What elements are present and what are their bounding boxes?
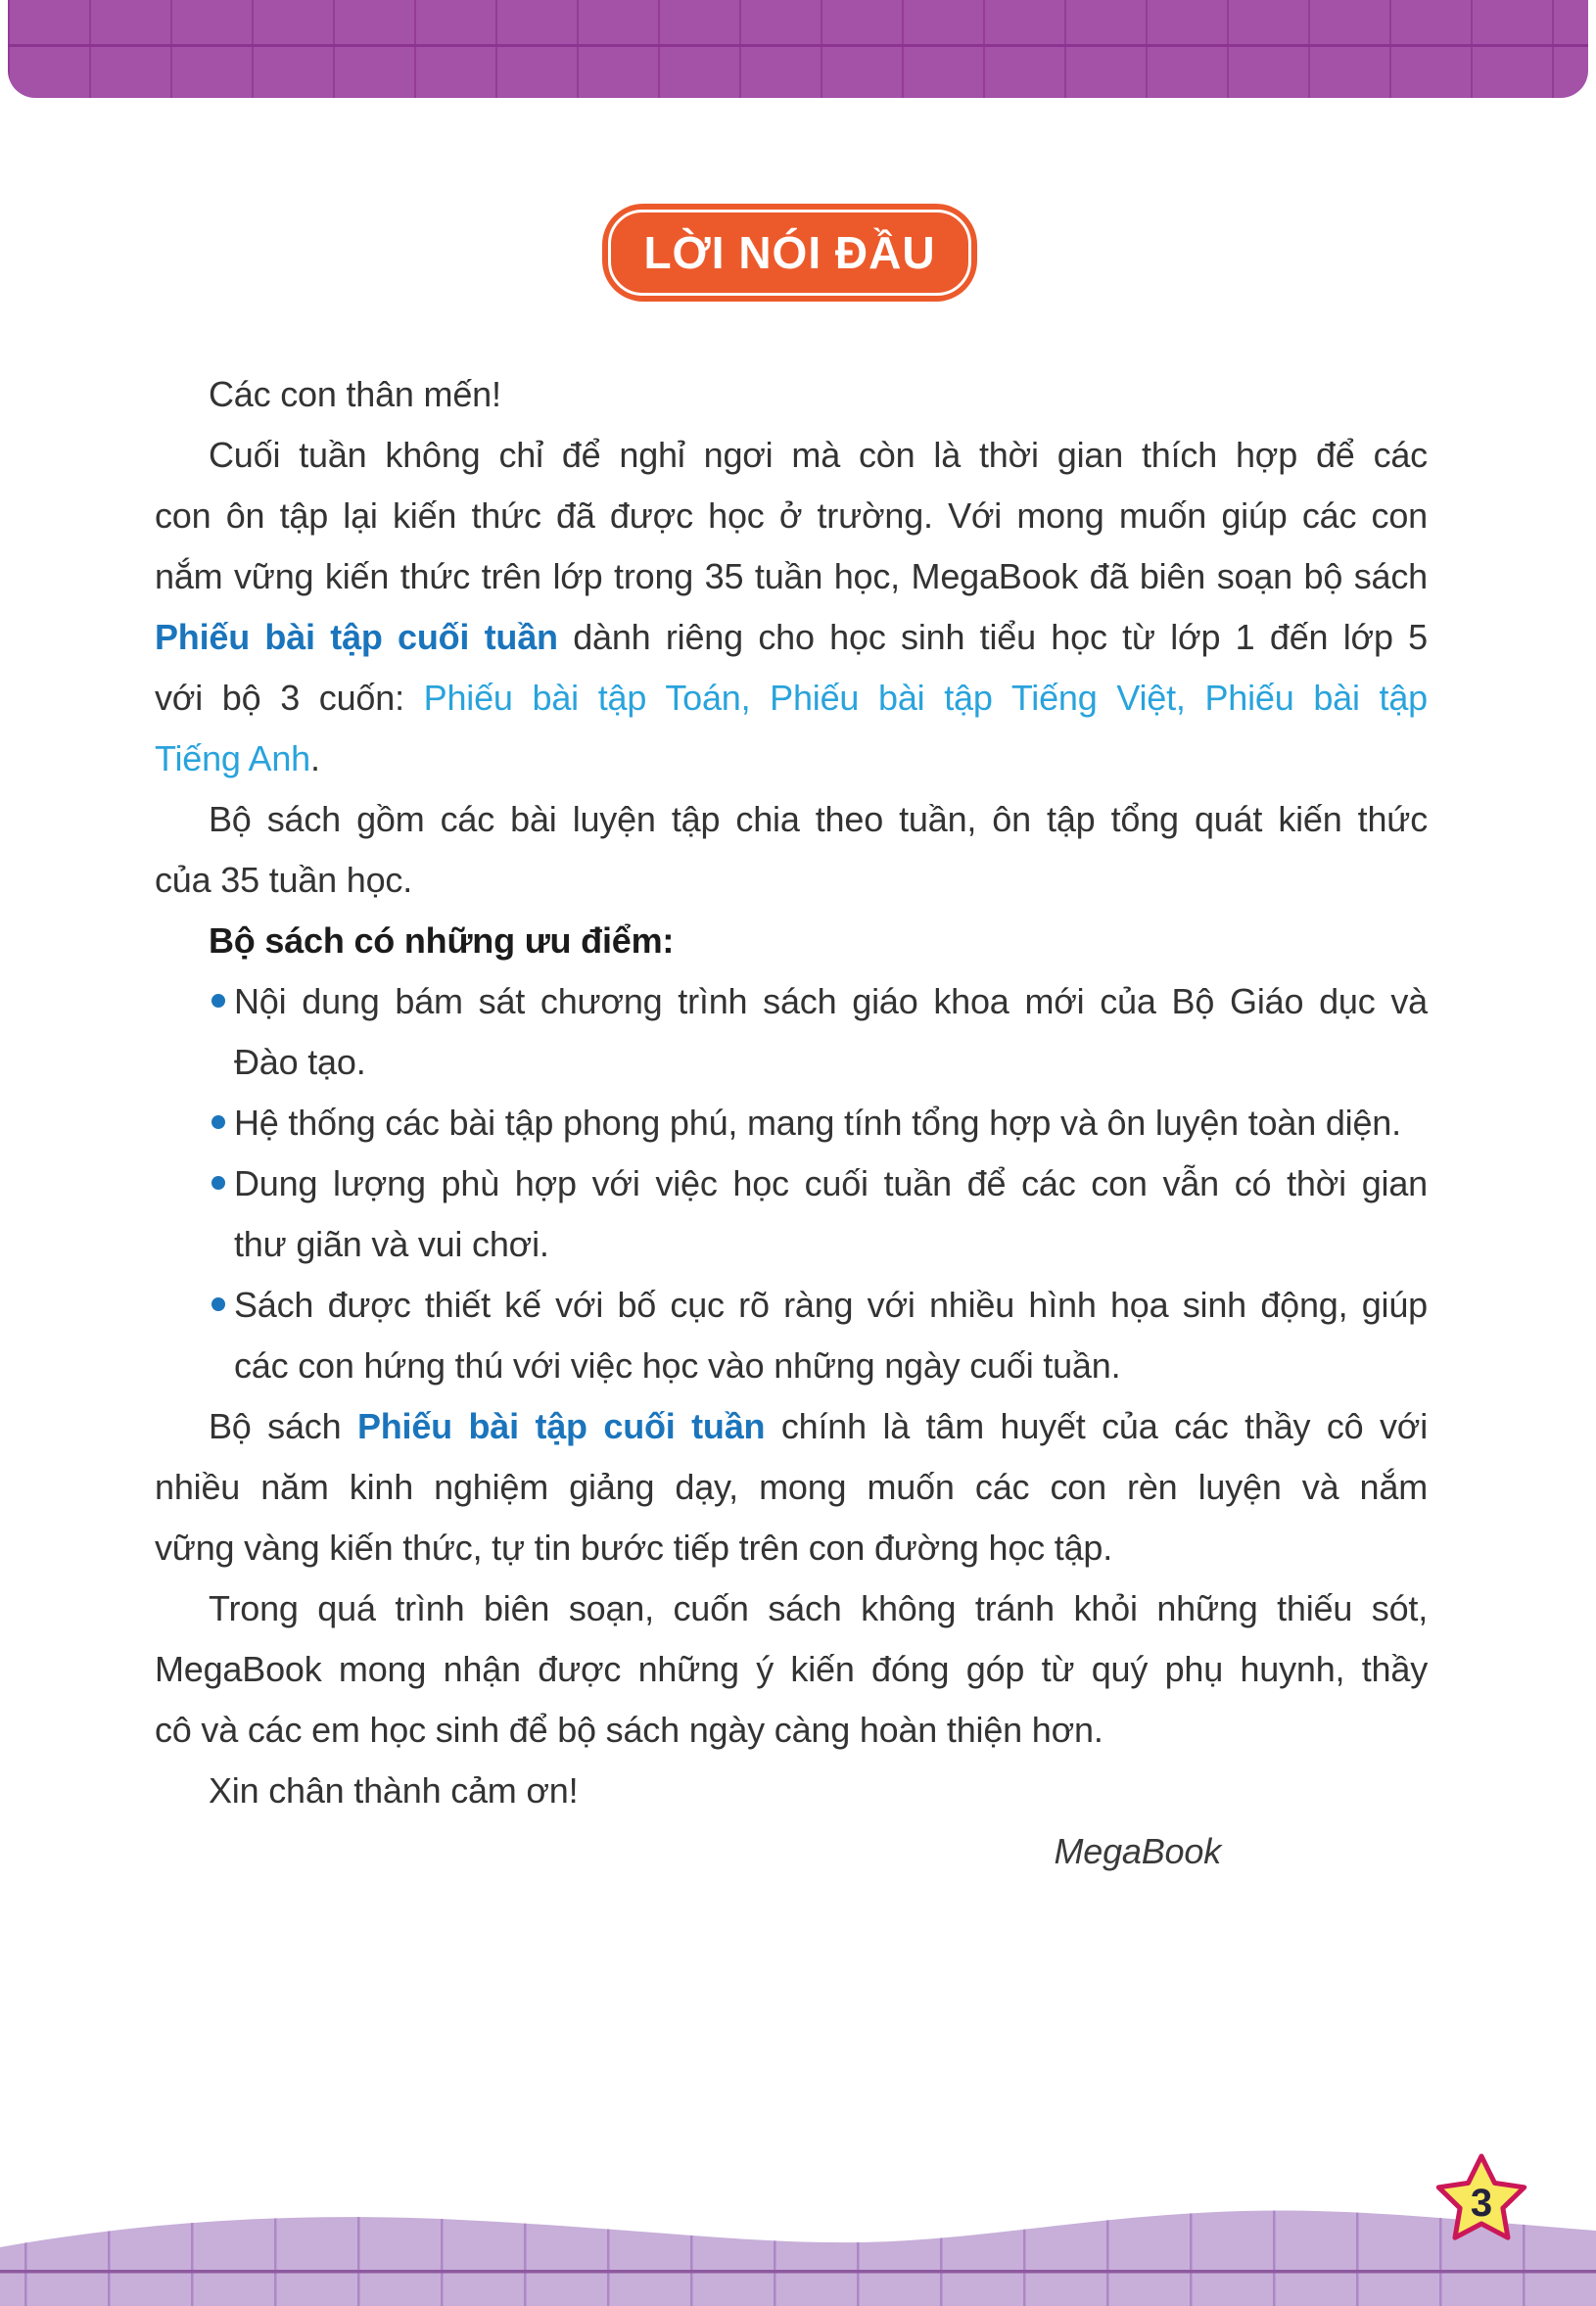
top-banner bbox=[8, 0, 1588, 98]
text-line bbox=[155, 1336, 1428, 1396]
page-number: 3 bbox=[1470, 2182, 1493, 2225]
text-run: Bộ sách gồm các bài luyện tập chia theo tuần, ôn tập tổng quát kiến thức bbox=[209, 799, 1428, 839]
text-line bbox=[155, 1578, 1428, 1639]
text-line bbox=[155, 971, 1428, 1032]
text-run: Phiếu bài tập cuối tuần bbox=[356, 1406, 766, 1446]
text-run: nhiều năm kinh nghiệm giảng dạy, mong muốn các con rèn luyện và nắm bbox=[155, 1467, 1428, 1507]
text-run: với bộ 3 cuốn: bbox=[155, 678, 424, 718]
text-run: Đào tạo. bbox=[234, 1042, 366, 1082]
text-run: Phiếu bài tập cuối tuần bbox=[155, 617, 558, 657]
page-title: LỜI NÓI ĐẦU bbox=[643, 227, 936, 278]
text-run: Nội dung bám sát chương trình sách giáo khoa mới của Bộ Giáo dục và bbox=[234, 981, 1428, 1021]
text-run: Tiếng Anh bbox=[155, 738, 310, 778]
text-run: của 35 tuần học. bbox=[155, 860, 413, 900]
text-line bbox=[155, 1700, 1428, 1761]
text-line bbox=[155, 850, 1428, 911]
bullet-icon bbox=[211, 994, 225, 1008]
text-line bbox=[155, 1639, 1428, 1700]
text-run: Bộ sách bbox=[209, 1406, 357, 1446]
title-badge bbox=[602, 204, 977, 302]
text-run: cô và các em học sinh để bộ sách ngày càng hoàn thiện hơn. bbox=[155, 1710, 1103, 1750]
text-run: chính là tâm huyết của các thầy cô với bbox=[765, 1406, 1429, 1446]
text-line bbox=[155, 1396, 1428, 1457]
text-run: Hệ thống các bài tập phong phú, mang tính tổng hợp và ôn luyện toàn diện. bbox=[234, 1103, 1401, 1143]
text-run: Cuối tuần không chỉ để nghỉ ngơi mà còn là thời gian thích hợp để các bbox=[209, 435, 1428, 475]
text-run: MegaBook mong nhận được những ý kiến đóng góp từ quý phụ huynh, thầy bbox=[155, 1649, 1428, 1689]
bullet-icon bbox=[211, 1297, 225, 1311]
text-run: Xin chân thành cảm ơn! bbox=[209, 1770, 579, 1811]
text-line bbox=[155, 1214, 1428, 1275]
text-run: các con hứng thú với việc học vào những ngày cuối tuần. bbox=[234, 1345, 1121, 1386]
text-line bbox=[155, 668, 1428, 729]
text-line bbox=[155, 1518, 1428, 1578]
text-run: vững vàng kiến thức, tự tin bước tiếp trên con đường học tập. bbox=[155, 1528, 1113, 1568]
text-line bbox=[155, 911, 1428, 971]
text-line bbox=[155, 1821, 1428, 1882]
text-line bbox=[155, 789, 1428, 850]
text-run: con ôn tập lại kiến thức đã được học ở trường. Với mong muốn giúp các con bbox=[155, 495, 1428, 536]
text-line bbox=[155, 1032, 1428, 1093]
body-text bbox=[155, 364, 1428, 1882]
text-line bbox=[155, 1275, 1428, 1336]
bullet-icon bbox=[211, 1115, 225, 1129]
bullet-icon bbox=[211, 1176, 225, 1190]
text-line bbox=[155, 1761, 1428, 1821]
text-run: Sách được thiết kế với bố cục rõ ràng với nhiều hình họa sinh động, giúp bbox=[234, 1285, 1428, 1325]
text-line bbox=[155, 1093, 1428, 1153]
text-run: . bbox=[310, 738, 320, 778]
text-line bbox=[155, 546, 1428, 607]
text-line bbox=[155, 729, 1428, 789]
text-line bbox=[155, 1457, 1428, 1518]
text-line bbox=[155, 607, 1428, 668]
text-run: Các con thân mến! bbox=[209, 374, 501, 414]
text-run: MegaBook bbox=[1054, 1831, 1221, 1871]
text-run: Dung lượng phù hợp với việc học cuối tuần để các con vẫn có thời gian bbox=[234, 1163, 1428, 1203]
text-run: thư giãn và vui chơi. bbox=[234, 1224, 549, 1264]
text-line bbox=[155, 425, 1428, 486]
text-run: Phiếu bài tập Toán, Phiếu bài tập Tiếng Việt, Phiếu bài tập bbox=[423, 678, 1429, 718]
text-run: Trong quá trình biên soạn, cuốn sách không tránh khỏi những thiếu sót, bbox=[209, 1588, 1428, 1628]
bottom-banner bbox=[0, 2076, 1596, 2306]
text-run: dành riêng cho học sinh tiểu học từ lớp 1 đến lớp 5 bbox=[557, 617, 1428, 657]
text-run: nắm vững kiến thức trên lớp trong 35 tuần học, MegaBook đã biên soạn bộ sách bbox=[155, 556, 1428, 596]
text-run: Bộ sách có những ưu điểm: bbox=[209, 920, 675, 961]
text-line bbox=[155, 486, 1428, 546]
text-line bbox=[155, 364, 1428, 425]
text-line bbox=[155, 1153, 1428, 1214]
